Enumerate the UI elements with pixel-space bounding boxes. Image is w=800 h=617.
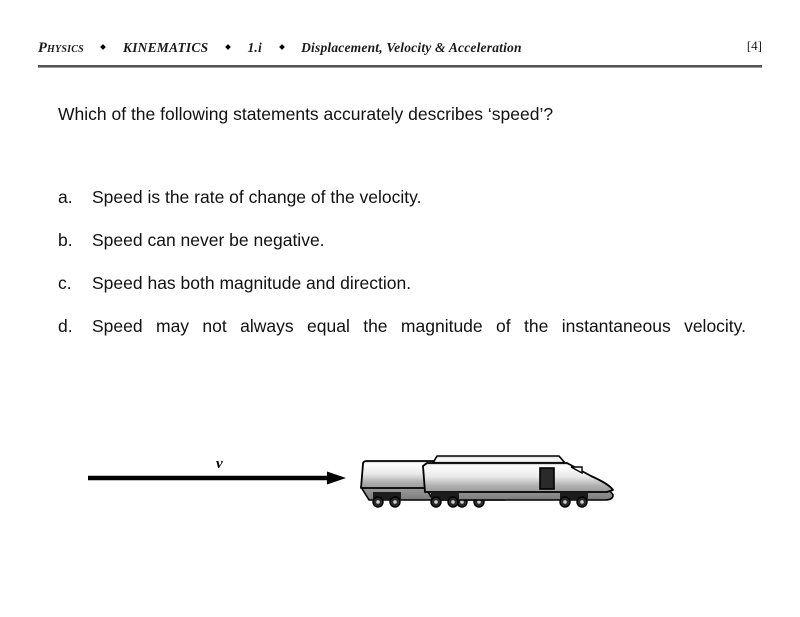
right-arrow-icon <box>88 470 348 486</box>
option-letter-a: a. <box>58 187 73 207</box>
option-letter-d: d. <box>58 316 73 337</box>
diamond-bullet-icon <box>101 45 105 49</box>
velocity-label: v <box>216 456 223 472</box>
option-text-b: Speed can never be negative. <box>92 230 325 251</box>
train-locomotive <box>423 456 613 507</box>
page-header <box>38 40 762 62</box>
breadcrumb <box>38 40 522 57</box>
breadcrumb-item-section: 1.i <box>247 40 262 55</box>
option-letter-c: c. <box>58 273 72 294</box>
breadcrumb-item-subtopic: Displacement, Velocity & Acceleration <box>301 40 522 55</box>
option-text-a: Speed is the rate of change of the velocity. <box>92 187 422 207</box>
train-bogie <box>431 492 459 507</box>
option-text-c: Speed has both magnitude and direction. <box>92 273 412 294</box>
answer-option-d[interactable] <box>58 315 746 361</box>
velocity-diagram <box>0 440 800 530</box>
diamond-bullet-icon <box>280 45 284 49</box>
train-bogie <box>373 492 401 507</box>
question-text: Which of the following statements accurately describes ‘speed’? <box>58 104 554 124</box>
option-text-d: Speed may not always equal the magnitude of the instantaneous velocity. <box>92 316 746 337</box>
header-divider <box>38 65 762 68</box>
train-bogie <box>560 492 588 507</box>
answer-option-b[interactable] <box>58 229 746 252</box>
answer-option-a[interactable] <box>58 186 746 209</box>
high-speed-train-icon <box>355 454 640 514</box>
option-letter-b: b. <box>58 230 73 251</box>
answer-options-list <box>58 186 746 381</box>
diamond-bullet-icon <box>226 45 230 49</box>
breadcrumb-item-topic: KINEMATICS <box>123 40 209 55</box>
answer-option-c[interactable] <box>58 272 746 295</box>
breadcrumb-item-subject: Physics <box>38 40 84 56</box>
page-number: [4] <box>746 38 762 53</box>
